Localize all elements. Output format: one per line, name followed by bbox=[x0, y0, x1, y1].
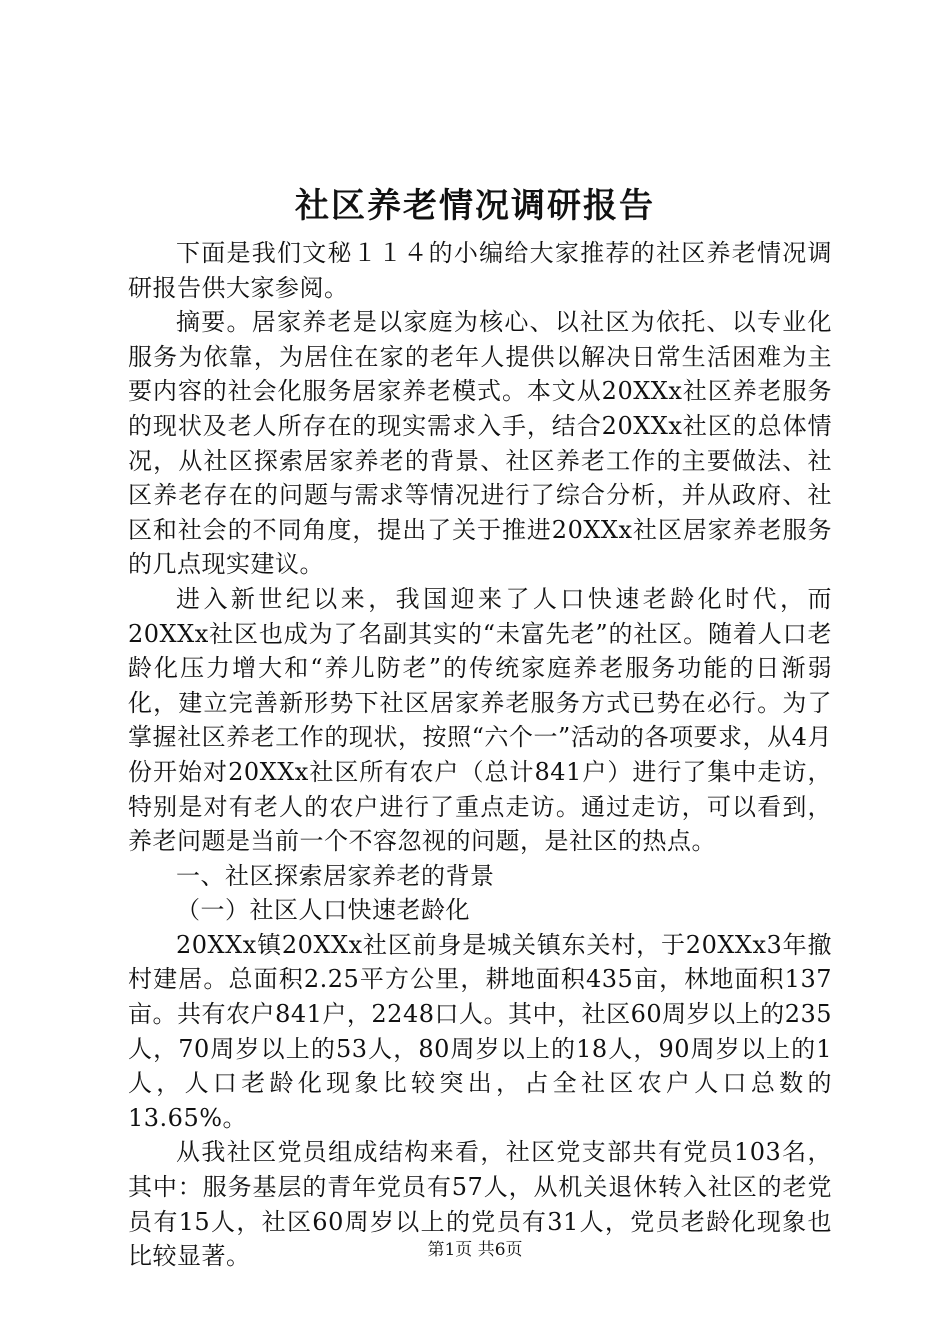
paragraph-party-members: 从我社区党员组成结构来看，社区党支部共有党员103名，其中：服务基层的青年党员有57人，从机关退休转入社区的老党员有15人，社区60周岁以上的党员有31人，党员老龄化现象也比较显著。 bbox=[128, 1138, 832, 1271]
subsection-heading: （一）社区人口快速老龄化 bbox=[176, 896, 470, 925]
section-heading: 一、社区探索居家养老的背景 bbox=[176, 861, 495, 890]
document-title: 社区养老情况调研报告 bbox=[295, 186, 655, 226]
document-body bbox=[128, 236, 832, 1274]
paragraph-abstract: 摘要。居家养老是以家庭为核心、以社区为依托、以专业化服务为依靠，为居住在家的老年人提供以解决日常生活困难为主要内容的社会化服务居家养老模式。本文从20XXx社区养老服务的现状及老人所存在的现实需求入手，结合20XXx社区的总体情况，从社区探索居家养老的背景、社区养老工作的主要做法、社区养老存在的问题与需求等情况进行了综合分析，并从政府、社区和社会的不同角度，提出了关于推进20XXx社区居家养老服务的几点现实建议。 bbox=[128, 308, 832, 579]
paragraph-intro: 下面是我们文秘１１４的小编给大家推荐的社区养老情况调研报告供大家参阅。 bbox=[128, 239, 832, 302]
page-footer: 第1页 共6页 bbox=[427, 1240, 523, 1260]
paragraph-population: 20XXx镇20XXx社区前身是城关镇东关村，于20XXx3年撤村建居。总面积2.25平方公里，耕地面积435亩，林地面积137亩。共有农户841户，2248口人。其中，社区60周岁以上的235人，70周岁以上的53人，80周岁以上的18人，90周岁以上的1人，人口老龄化现象比较突出，占全社区农户人口总数的13.65%。 bbox=[128, 930, 832, 1132]
paragraph-background: 进入新世纪以来，我国迎来了人口快速老龄化时代，而20XXx社区也成为了名副其实的“未富先老”的社区。随着人口老龄化压力增大和“养儿防老”的传统家庭养老服务功能的日渐弱化，建立完善新形势下社区居家养老服务方式已势在必行。为了掌握社区养老工作的现状，按照“六个一”活动的各项要求，从4月份开始对20XXx社区所有农户（总计841户）进行了集中走访，特别是对有老人的农户进行了重点走访。通过走访，可以看到，养老问题是当前一个不容忽视的问题，是社区的热点。 bbox=[128, 584, 832, 856]
